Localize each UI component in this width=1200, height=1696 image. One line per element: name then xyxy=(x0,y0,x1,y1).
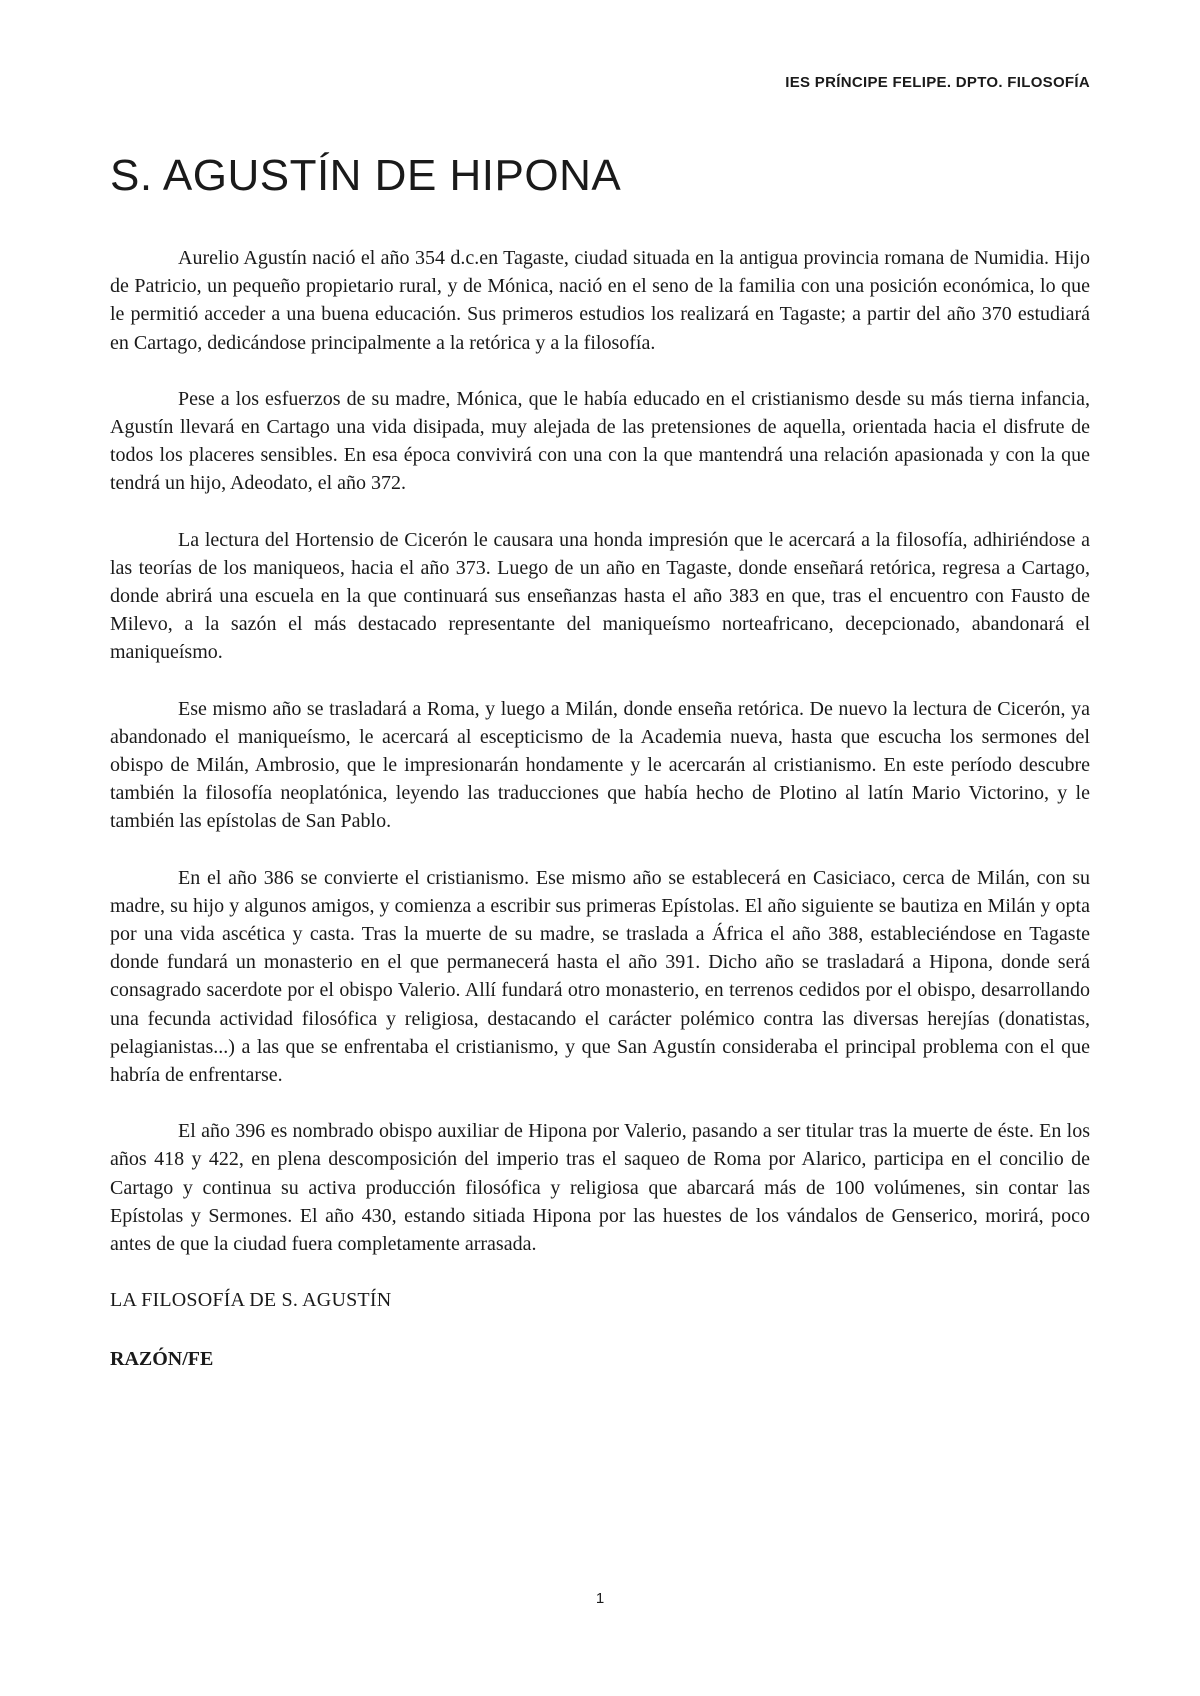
paragraph-2: Pese a los esfuerzos de su madre, Mónica, que le había educado en el cristianismo desde su más tierna infancia, Agustín llevará en Cartago una vida disipada, muy alejada de las pretensiones de aquella, orientada hacia el disfrute de todos los placeres sensibles. En esa época convivirá con una con la que mantendrá una relación apasionada y con la que tendrá un hijo, Adeodato, el año 372. xyxy=(110,387,1090,495)
paragraph-5: En el año 386 se convierte el cristianismo. Ese mismo año se establecerá en Casiciaco, cerca de Milán, con su madre, su hijo y algunos amigos, y comienza a escribir sus primeras Epístolas. El año siguiente se bautiza en Milán y opta por una vida ascética y casta. Tras la muerte de su madre, se traslada a África el año 388, estableciéndose en Tagaste donde fundará un monasterio en el que permanecerá hasta el año 391. Dicho año se trasladará a Hipona, donde será consagrado sacerdote por el obispo Valerio. Allí fundará otro monasterio, en terrenos cedidos por el obispo, desarrollando una fecunda actividad filosófica y religiosa, destacando el carácter polémico contra las diversas herejías (donatistas, pelagianistas...) a las que se enfrentaba el cristianismo, y que San Agustín consideraba el principal problema con el que habría de enfrentarse. xyxy=(110,866,1090,1087)
page-header: IES PRÍNCIPE FELIPE. DPTO. FILOSOFÍA xyxy=(785,74,1090,91)
document-body xyxy=(110,244,1090,1373)
paragraph-6: El año 396 es nombrado obispo auxiliar de Hipona por Valerio, pasando a ser titular tras la muerte de éste. En los años 418 y 422, en plena descomposición del imperio tras el saqueo de Roma por Alarico, participa en el concilio de Cartago y continua su activa producción filosófica y religiosa que abarcará más de 100 volúmenes, sin contar las Epístolas y Sermones. El año 430, estando sitiada Hipona por las huestes de los vándalos de Genserico, morirá, poco antes de que la ciudad fuera completamente arrasada. xyxy=(110,1120,1090,1256)
page-number: 1 xyxy=(595,1590,605,1607)
paragraph-3: La lectura del Hortensio de Cicerón le causara una honda impresión que le acercará a la filosofía, adhiriéndose a las teorías de los maniqueos, hacia el año 373. Luego de un año en Tagaste, donde enseñará retórica, regresa a Cartago, donde abrirá una escuela en la que continuará sus enseñanzas hasta el año 383 en que, tras el encuentro con Fausto de Milevo, a la sazón el más destacado representante del maniqueísmo norteafricano, decepcionado, abandonará el maniqueísmo. xyxy=(110,528,1090,664)
document-title: S. AGUSTÍN DE HIPONA xyxy=(110,151,622,200)
section-heading: LA FILOSOFÍA DE S. AGUSTÍN xyxy=(110,1289,392,1312)
paragraph-4: Ese mismo año se trasladará a Roma, y luego a Milán, donde enseña retórica. De nuevo la lectura de Cicerón, ya abandonado el maniqueísmo, le acercará al escepticismo de la Academia nueva, hasta que escucha los sermones del obispo de Milán, Ambrosio, que le impresionarán hondamente y le acercarán al cristianismo. En este período descubre también la filosofía neoplatónica, leyendo las traducciones que había hecho de Plotino al latín Mario Victorino, y le también las epístolas de San Pablo. xyxy=(110,697,1090,833)
subsection-heading: RAZÓN/FE xyxy=(110,1347,214,1370)
paragraph-1: Aurelio Agustín nació el año 354 d.c.en Tagaste, ciudad situada en la antigua provincia romana de Numidia. Hijo de Patricio, un pequeño propietario rural, y de Mónica, nació en el seno de la familia con una posición económica, lo que le permitió acceder a una buena educación. Sus primeros estudios los realizará en Tagaste; a partir del año 370 estudiará en Cartago, dedicándose principalmente a la retórica y a la filosofía. xyxy=(110,247,1090,354)
